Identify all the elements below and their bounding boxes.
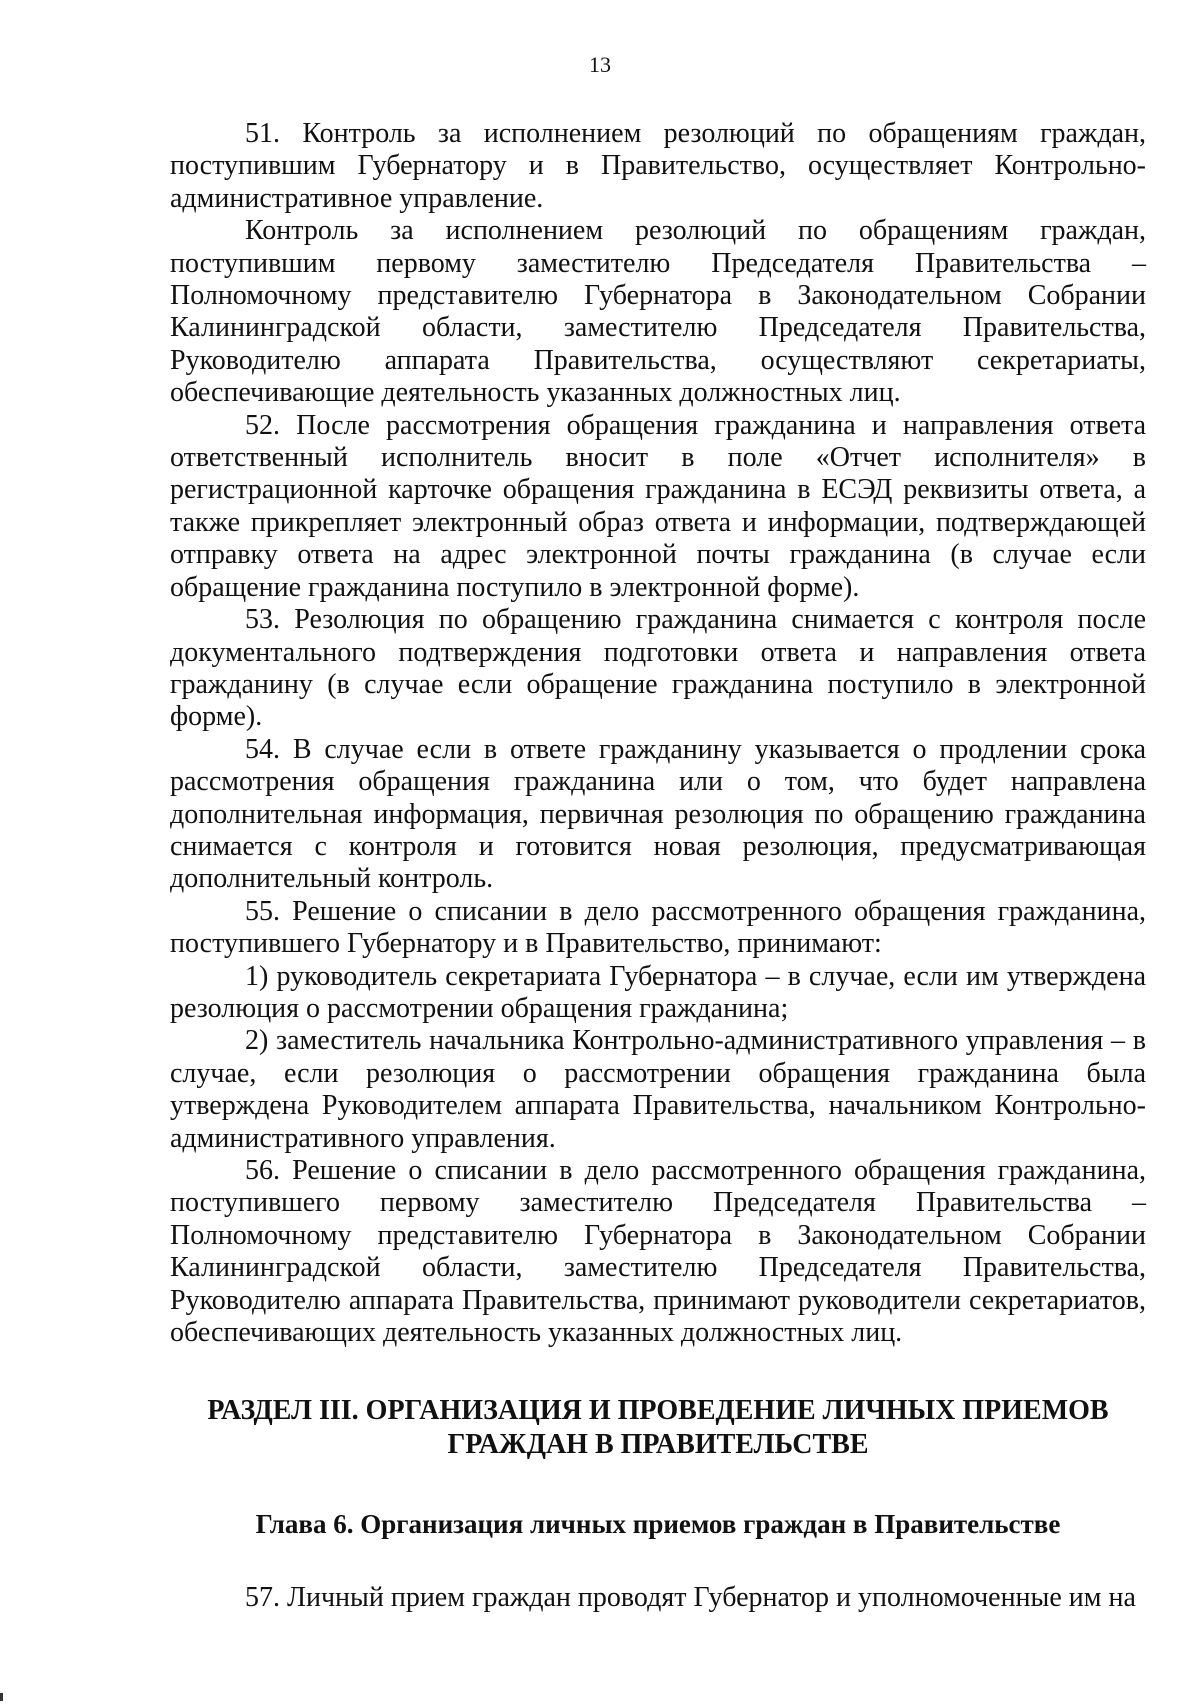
paragraph-54: 54. В случае если в ответе гражданину указывается о продлении срока рассмотрения обращения гражданина или о том, что будет направлена дополнительная информация, первичная резолюция по обращению гражданина снимается с контроля и готовится новая резолюция, предусматривающая дополнительный контроль. — [170, 733, 1146, 895]
scan-edge-mark — [0, 1693, 3, 1701]
paragraph-55-item-1: 1) руководитель секретариата Губернатора – в случае, если им утверждена резолюция о рассмотрении обращения гражданина; — [170, 960, 1146, 1024]
paragraph-51: 51. Контроль за исполнением резолюций по обращениям граждан, поступившим Губернатору и в Правительство, осуществляет Контрольно-административное управление. — [170, 118, 1146, 214]
page-number: 13 — [589, 52, 611, 77]
chapter-heading: Глава 6. Организация личных приемов граждан в Правительстве — [255, 1509, 1061, 1540]
paragraph-51-continued: Контроль за исполнением резолюций по обращениям граждан, поступившим первому заместителю Председателя Правительства – Полномочному представителю Губернатора в Законодательном Собрании Калининградской области, заместителю Председателя Правительства, Руководителю аппарата Правительства, осуществляют секретариаты, обеспечивающие деятельность указанных должностных лиц. — [170, 215, 1146, 409]
section-heading-line-1: РАЗДЕЛ III. ОРГАНИЗАЦИЯ И ПРОВЕДЕНИЕ ЛИЧНЫХ ПРИЕМОВ — [207, 1395, 1109, 1427]
paragraph-55-item-2: 2) заместитель начальника Контрольно-административного управления – в случае, если резолюция о рассмотрении обращения гражданина была утверждена Руководителем аппарата Правительства, начальником Контрольно-административного управления. — [170, 1025, 1146, 1154]
paragraph-52: 52. После рассмотрения обращения гражданина и направления ответа ответственный исполнитель вносит в поле «Отчет исполнителя» в регистрационной карточке обращения гражданина в ЕСЭД реквизиты ответа, а также прикрепляет электронный образ ответа и информации, подтверждающей отправку ответа на адрес электронной почты гражданина (в случае если обращение гражданина поступило в электронной форме). — [170, 409, 1146, 603]
document-body — [170, 118, 1146, 1615]
paragraph-56: 56. Решение о списании в дело рассмотренного обращения гражданина, поступившего первому заместителю Председателя Правительства – Полномочному представителю Губернатора в Законодательном Собрании Калининградской области, заместителю Председателя Правительства, Руководителю аппарата Правительства, принимают руководители секретариатов, обеспечивающих деятельность указанных должностных лиц. — [170, 1155, 1146, 1349]
section-heading — [170, 1394, 1146, 1462]
section-heading-line-2: ГРАЖДАН В ПРАВИТЕЛЬСТВЕ — [447, 1429, 869, 1461]
paragraph-55: 55. Решение о списании в дело рассмотренного обращения гражданина, поступившего Губернатору и в Правительство, принимают: — [170, 895, 1146, 960]
paragraph-57: 57. Личный прием граждан проводят Губернатор и уполномоченные им на — [245, 1582, 1136, 1614]
paragraph-53: 53. Резолюция по обращению гражданина снимается с контроля после документального подтверждения подготовки ответа и направления ответа гражданину (в случае если обращение гражданина поступило в электронной форме). — [170, 604, 1146, 733]
